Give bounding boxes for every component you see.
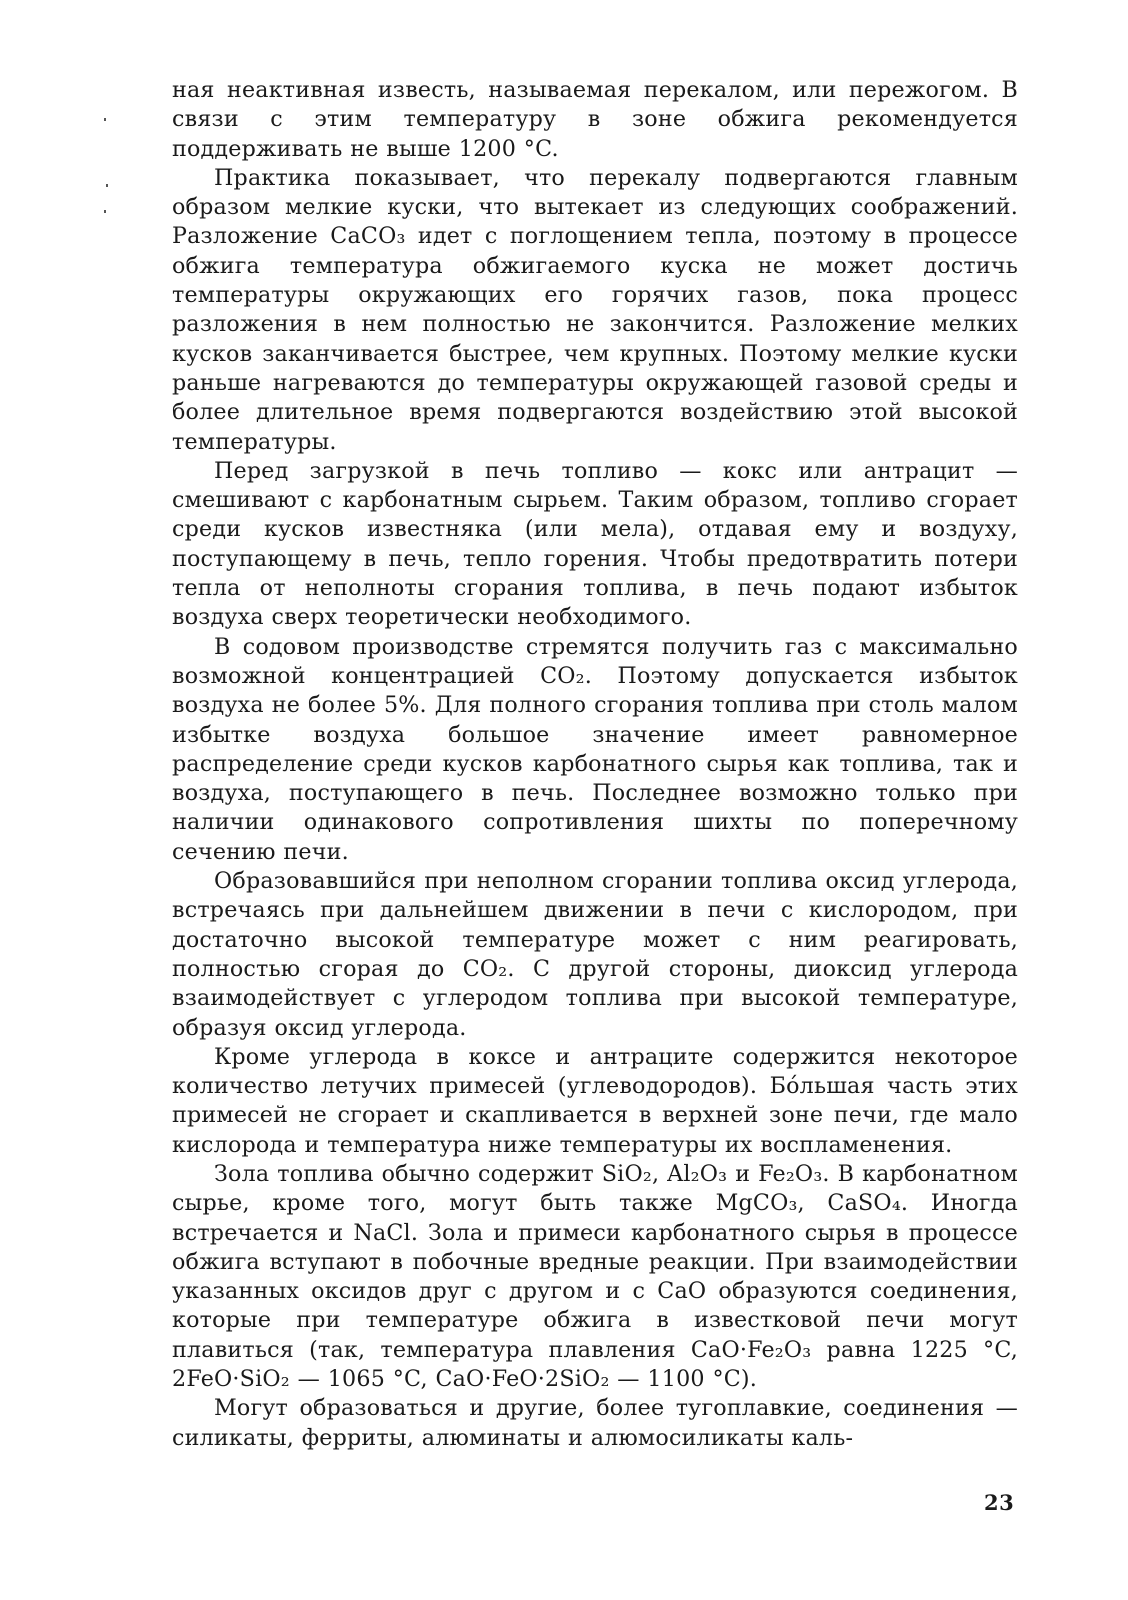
paragraph-1: ная неактивная известь, называемая перекалом, или пережогом. В связи с этим температуру в зоне обжига рекомендуется поддерживать не выше 1200 °C. bbox=[172, 77, 1018, 162]
paragraph-5: Образовавшийся при неполном сгорании топлива оксид углерода, встречаясь при дальнейшем движении в печи с кислородом, при достаточно высокой температуре может с ним реагировать, полностью сгорая до CO₂. С другой стороны, диоксид углерода взаимодействует с углеродом топлива при высокой температуре, образуя оксид углерода. bbox=[172, 868, 1018, 1041]
page-body bbox=[172, 76, 1018, 1453]
paragraph-6: Кроме углерода в коксе и антраците содержится некоторое количество летучих примесей (углеводородов). Бо́льшая часть этих примесей не сгорает и скапливается в верхней зоне печи, где мало кислорода и температура ниже температуры их воспламенения. bbox=[172, 1043, 1018, 1158]
paragraph-7: Зола топлива обычно содержит SiO₂, Al₂O₃ и Fe₂O₃. В карбонатном сырье, кроме того, могут быть также MgCO₃, CaSO₄. Иногда встречается и NaCl. Зола и примеси карбонатного сырья в процессе обжига вступают в побочные вредные реакции. При взаимодействии указанных оксидов друг с другом и с CaO образуются соединения, которые при температуре обжига в известковой печи могут плавиться (так, температура плавления CaO·Fe₂O₃ равна 1225 °C, 2FeO·SiO₂ — 1065 °C, CaO·FeO·2SiO₂ — 1100 °C). bbox=[172, 1160, 1018, 1393]
margin-mark bbox=[106, 184, 108, 187]
paragraph-4: В содовом производстве стремятся получить газ с максимально возможной концентрацией CO₂. Поэтому допускается избыток воздуха не более 5%. Для полного сгорания топлива при столь малом избытке воздуха большое значение имеет равномерное распределение среди кусков карбонатного сырья как топлива, так и воздуха, поступающего в печь. Последнее возможно только при наличии одинакового сопротивления шихты по поперечному сечению печи. bbox=[172, 633, 1018, 865]
paragraph-3: Перед загрузкой в печь топливо — кокс или антрацит — смешивают с карбонатным сырьем. Таким образом, топливо сгорает среди кусков известняка (или мела), отдавая ему и воздуху, поступающему в печь, тепло горения. Чтобы предотвратить потери тепла от неполноты сгорания топлива, в печь подают избыток воздуха сверх теоретически необходимого. bbox=[172, 457, 1018, 631]
margin-mark bbox=[104, 118, 106, 121]
paragraph-2: Практика показывает, что перекалу подвергаются главным образом мелкие куски, что вытекает из следующих соображений. Разложение CaCO₃ идет с поглощением тепла, поэтому в процессе обжига температура обжигаемого куска не может достичь температуры окружающих его горячих газов, пока процесс разложения в нем полностью не закончится. Разложение мелких кусков заканчивается быстрее, чем крупных. Поэтому мелкие куски раньше нагреваются до температуры окружающей газовой среды и более длительное время подвергаются воздействию этой высокой температуры. bbox=[172, 164, 1018, 455]
page-number: 23 bbox=[984, 1490, 1015, 1515]
paragraph-8: Могут образоваться и другие, более тугоплавкие, соединения — силикаты, ферриты, алюминаты и алюмосиликаты каль- bbox=[172, 1395, 1018, 1451]
margin-mark bbox=[104, 210, 106, 213]
